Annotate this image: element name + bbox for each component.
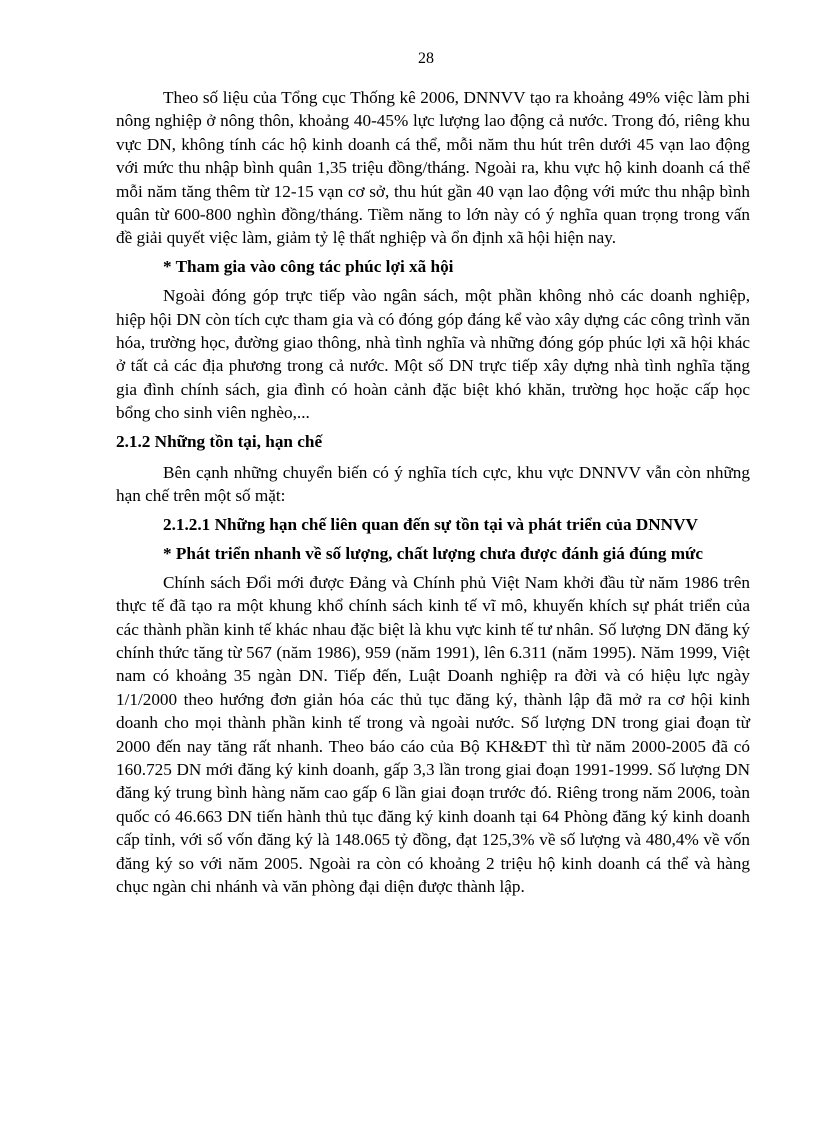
subheading-rapid-growth: * Phát triển nhanh về số lượng, chất lượng chưa được đánh giá đúng mức bbox=[163, 543, 703, 563]
page-content bbox=[116, 86, 750, 904]
paragraph-limitations-intro: Bên cạnh những chuyển biến có ý nghĩa tích cực, khu vực DNNVV vẫn còn những hạn chế trên một số mặt: bbox=[116, 462, 750, 505]
paragraph-social-contributions: Ngoài đóng góp trực tiếp vào ngân sách, một phần không nhỏ các doanh nghiệp, hiệp hội DN còn tích cực tham gia và có đóng góp đáng kể vào xây dựng các công trình văn hóa, trường học, đường giao thông, nhà tình nghĩa và những đóng góp phúc lợi xã hội khác ở tất cả các địa phương trong cả nước. Một số DN trực tiếp xây dựng nhà tình nghĩa tặng gia đình chính sách, gia đình có hoàn cảnh đặc biệt khó khăn, trường học hoặc cấp học bổng cho sinh viên nghèo,... bbox=[116, 286, 750, 423]
paragraph-employment-statistics: Theo số liệu của Tổng cục Thống kê 2006, DNNVV tạo ra khoảng 49% việc làm phi nông nghiệp ở nông thôn, khoảng 40-45% lực lượng lao động cả nước. Trong đó, riêng khu vực DN, không tính các hộ kinh doanh cá thể, mỗi năm thu hút trên dưới 45 vạn lao động với mức thu nhập bình quân 1,35 triệu đồng/tháng. Ngoài ra, khu vực hộ kinh doanh cá thể mỗi năm tăng thêm từ 12-15 vạn cơ sở, thu hút gần 40 vạn lao động với mức thu nhập bình quân từ 600-800 nghìn đồng/tháng. Tiềm năng to lớn này có ý nghĩa quan trọng trong vấn đề giải quyết việc làm, giảm tỷ lệ thất nghiệp và ổn định xã hội hiện nay. bbox=[116, 88, 750, 248]
subheading-social-welfare: * Tham gia vào công tác phúc lợi xã hội bbox=[163, 257, 454, 277]
paragraph-doi-moi-policy: Chính sách Đổi mới được Đảng và Chính phủ Việt Nam khởi đầu từ năm 1986 trên thực tế đã tạo ra một khung khổ chính sách kinh tế vĩ mô, khuyến khích sự phát triển của các thành phần kinh tế khác nhau đặc biệt là khu vực kinh tế tư nhân. Số lượng DN đăng ký chính thức tăng từ 567 (năm 1986), 959 (năm 1991), lên 6.311 (năm 1995). Năm 1999, Việt nam có khoảng 35 ngàn DN. Tiếp đến, Luật Doanh nghiệp ra đời và có hiệu lực ngày 1/1/2000 theo hướng đơn giản hóa các thủ tục đăng ký, thành lập đã mở ra cơ hội kinh doanh cho mọi thành phần kinh tế trong và ngoài nước. Số lượng DN trong giai đoạn từ 2000 đến nay tăng rất nhanh. Theo báo cáo của Bộ KH&ĐT thì từ năm 2000-2005 đã có 160.725 DN mới đăng ký kinh doanh, gấp 3,3 lần trong giai đoạn 1991-1999. Số lượng DN đăng ký trung bình hàng năm cao gấp 6 lần giai đoạn trước đó. Riêng trong năm 2006, toàn quốc có 46.663 DN tiến hành thủ tục đăng ký kinh doanh tại 64 Phòng đăng ký kinh doanh cấp tỉnh, với số vốn đăng ký là 148.065 tỷ đồng, đạt 125,3% về số lượng và 480,4% về vốn đăng ký so với năm 2005. Ngoài ra còn có khoảng 2 triệu hộ kinh doanh cá thể và hàng chục ngàn chi nhánh và văn phòng đại diện được thành lập. bbox=[116, 572, 750, 896]
section-heading-2-1-2: 2.1.2 Những tồn tại, hạn chế bbox=[116, 432, 323, 452]
page-number: 28 bbox=[418, 50, 434, 67]
section-heading-2-1-2-1: 2.1.2.1 Những hạn chế liên quan đến sự tồn tại và phát triển của DNNVV bbox=[163, 514, 698, 534]
